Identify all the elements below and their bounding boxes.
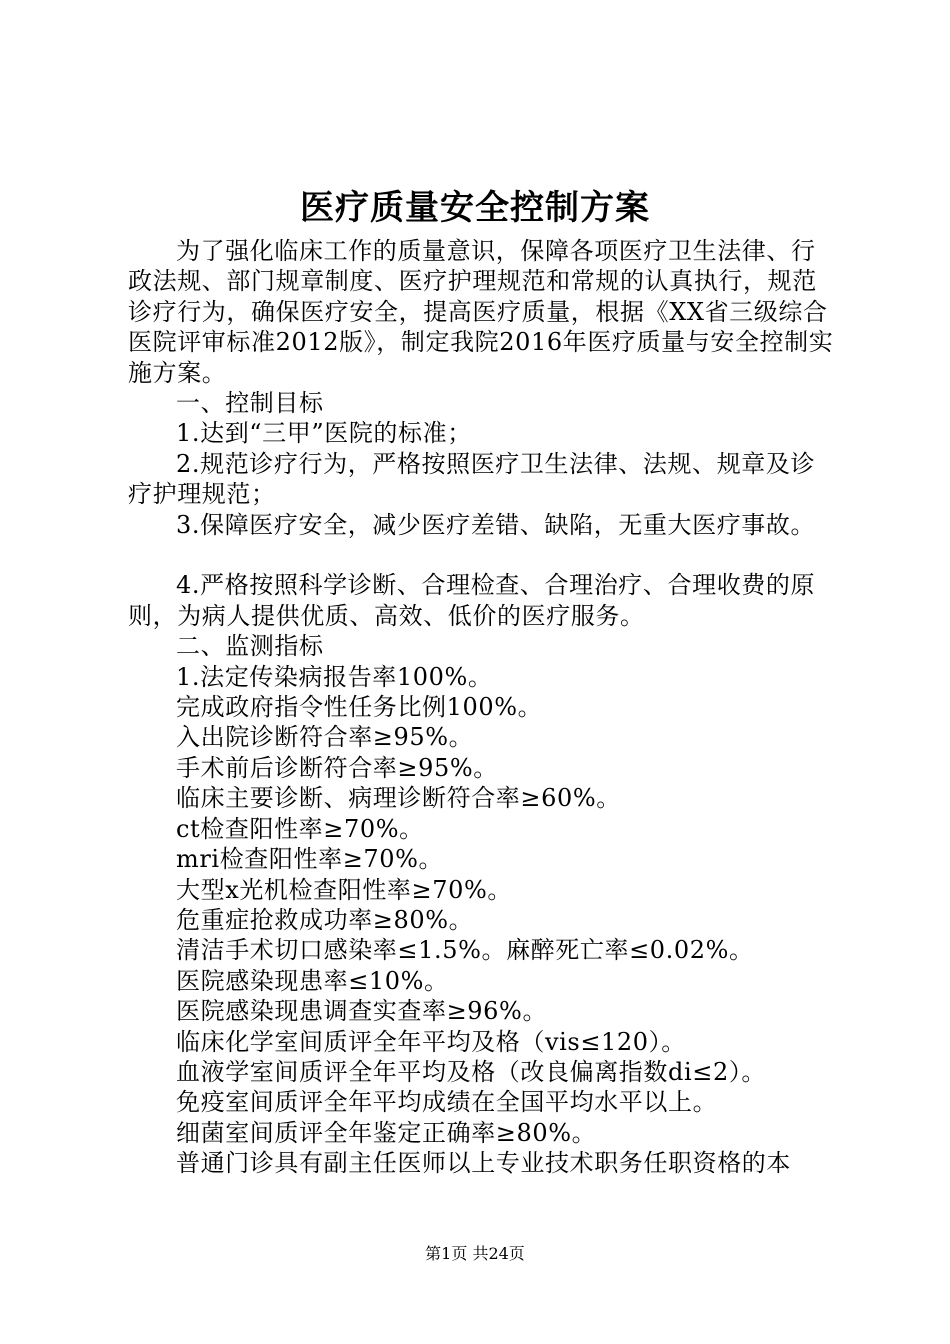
goal-item: 2.规范诊疗行为，严格按照医疗卫生法律、法规、规章及诊疗护理规范；: [128, 449, 816, 509]
indicator-item: 医院感染现患调查实查率≥96%。: [176, 997, 548, 1026]
indicator-item: 免疫室间质评全年平均成绩在全国平均水平以上。: [176, 1088, 718, 1117]
indicator-item: 细菌室间质评全年鉴定正确率≥80%。: [176, 1118, 597, 1147]
indicator-item: ct检查阳性率≥70%。: [176, 814, 424, 843]
indicator-item: 临床主要诊断、病理诊断符合率≥60%。: [176, 784, 621, 813]
indicator-item: 血液学室间质评全年平均及格（改良偏离指数di≤2）。: [176, 1057, 767, 1086]
indicator-item: mri检查阳性率≥70%。: [176, 845, 444, 874]
goal-item: 3.保障医疗安全，减少医疗差错、缺陷，无重大医疗事故。: [176, 510, 816, 539]
indicator-item: 入出院诊断符合率≥95%。: [176, 723, 474, 752]
indicator-item: 完成政府指令性任务比例100%。: [176, 693, 543, 722]
document-body: [128, 236, 838, 1179]
indicator-item: 大型x光机检查阳性率≥70%。: [176, 875, 512, 904]
goal-item: 4.严格按照科学诊断、合理检查、合理治疗、合理收费的原则，为病人提供优质、高效、低价的医疗服务。: [128, 571, 816, 630]
indicator-item: 医院感染现患率≤10%。: [176, 966, 449, 995]
section-heading-goals: 一、控制目标: [176, 389, 324, 418]
page-title: 医疗质量安全控制方案: [300, 188, 650, 228]
indicator-item: 1.法定传染病报告率100%。: [176, 662, 493, 691]
paragraph-intro: 为了强化临床工作的质量意识，保障各项医疗卫生法律、行政法规、部门规章制度、医疗护理规范和常规的认真执行，规范诊疗行为，确保医疗安全，提高医疗质量，根据《XX省三级综合医院评审标准2012版》，制定我院2016年医疗质量与安全控制实施方案。: [128, 237, 834, 387]
indicator-item: 手术前后诊断符合率≥95%。: [176, 753, 498, 782]
indicator-item: 普通门诊具有副主任医师以上专业技术职务任职资格的本: [176, 1149, 791, 1178]
page-footer: 第1页 共24页: [425, 1244, 525, 1263]
indicator-item: 危重症抢救成功率≥80%。: [176, 905, 474, 934]
goal-item: 1.达到“三甲”医院的标准；: [176, 419, 472, 448]
indicator-item: 临床化学室间质评全年平均及格（vis≤120）。: [176, 1027, 686, 1056]
section-heading-indicators: 二、监测指标: [176, 632, 324, 661]
indicator-item: 清洁手术切口感染率≤1.5%。麻醉死亡率≤0.02%。: [176, 936, 754, 965]
